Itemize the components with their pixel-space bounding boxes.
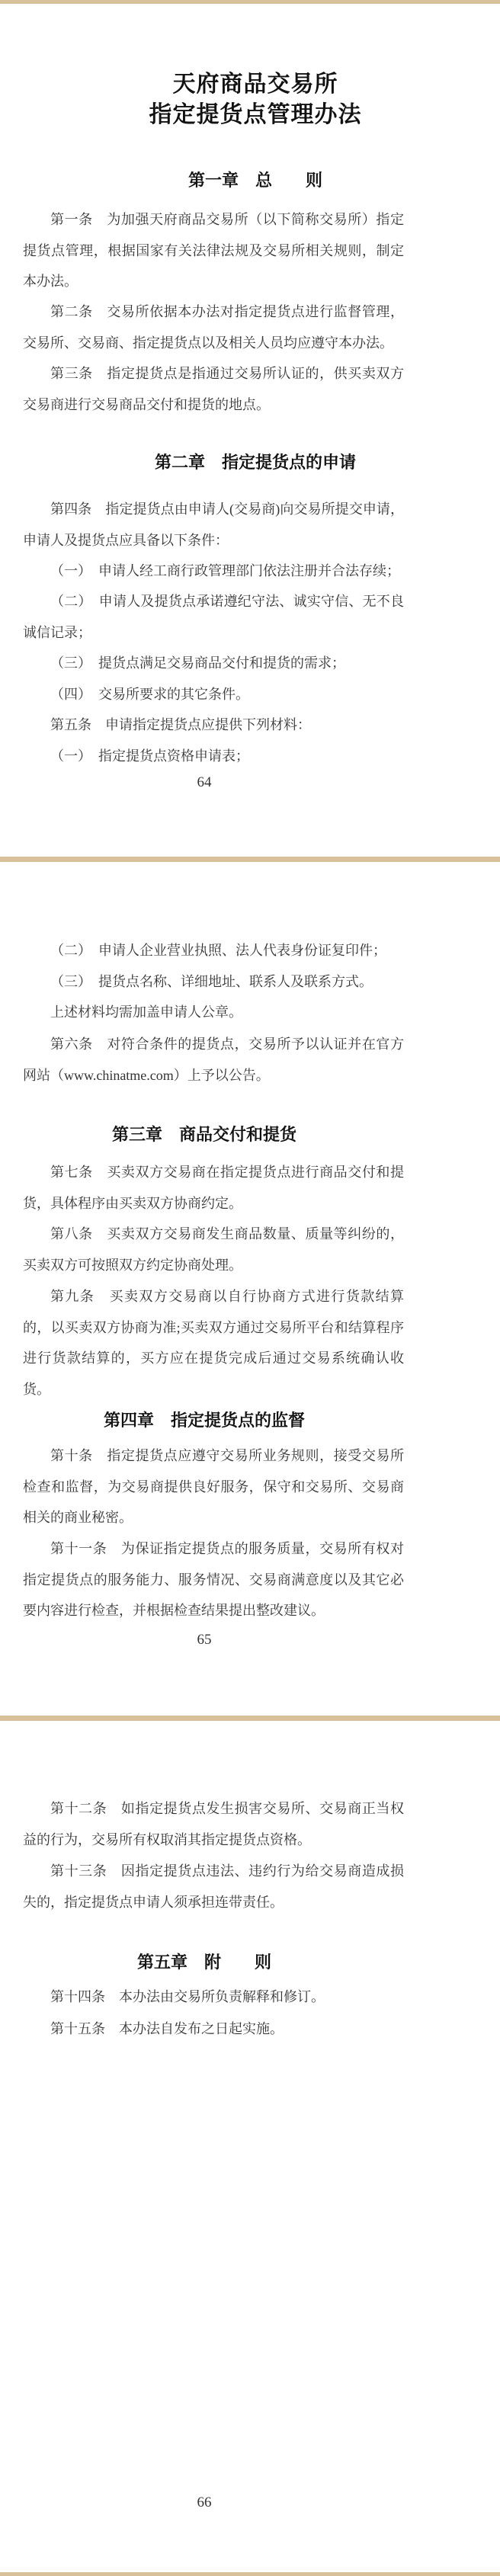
- article-4-item-1: （一） 申请人经工商行政管理部门依法注册并合法存续；: [50, 563, 400, 578]
- article-4-item-2: （二） 申请人及提货点承诺遵纪守法、诚实守信、无不良诚信记录；: [23, 594, 404, 640]
- page-edge-band-top: [0, 0, 500, 4]
- article-10: 第十条 指定提货点应遵守交易所业务规则，接受交易所检查和监督，为交易商提供良好服务，保守和交易所、交易商相关的商业秘密。: [23, 1448, 404, 1525]
- article-2: 第二条 交易所依据本办法对指定提货点进行监督管理，交易所、交易商、指定提货点以及相关人员均应遵守本办法。: [23, 304, 404, 351]
- page-number-65: 65: [197, 1632, 212, 1648]
- article-5-item-1: （一） 指定提货点资格申请表；: [50, 748, 249, 764]
- article-9: 第九条 买卖双方交易商以自行协商方式进行货款结算的，以买卖双方协商为准;买卖双方通过交易所平台和结算程序进行货款结算的，买方应在提货完成后通过交易系统确认收货。: [23, 1289, 404, 1397]
- article-6: 第六条 对符合条件的提货点，交易所予以认证并在官方网站（www.chinatme.com）上予以公告。: [23, 1036, 404, 1083]
- article-11: 第十一条 为保证指定提货点的服务质量，交易所有权对指定提货点的服务能力、服务情况、交易商满意度以及其它必要内容进行检查，并根据检查结果提出整改建议。: [23, 1541, 404, 1618]
- article-14: 第十四条 本办法由交易所负责解释和修订。: [50, 1989, 325, 2004]
- article-13: 第十三条 因指定提货点违法、违约行为给交易商造成损失的，指定提货点申请人须承担连带责任。: [23, 1863, 404, 1910]
- chapter-2-heading: 第二章 指定提货点的申请: [154, 453, 356, 472]
- chapter-1-heading: 第一章 总 则: [188, 171, 322, 190]
- chapter-3-heading: 第三章 商品交付和提货: [111, 1125, 296, 1144]
- document-title-line1: 天府商品交易所: [172, 72, 338, 97]
- page-separator-band-2: [0, 1716, 500, 1721]
- article-7: 第七条 买卖双方交易商在指定提货点进行商品交付和提货，具体程序由买卖双方协商约定。: [23, 1165, 404, 1211]
- article-12: 第十二条 如指定提货点发生损害交易所、交易商正当权益的行为，交易所有权取消其指定提货点资格。: [23, 1801, 404, 1847]
- article-4-item-4: （四） 交易所要求的其它条件。: [50, 687, 249, 702]
- page-number-66: 66: [197, 2494, 212, 2510]
- page-edge-band-bottom: [0, 2572, 500, 2576]
- document-title-line2: 指定提货点管理办法: [149, 102, 362, 127]
- article-5: 第五条 申请指定提货点应提供下列材料：: [50, 717, 311, 732]
- article-4-item-3: （三） 提货点满足交易商品交付和提货的需求；: [50, 655, 345, 671]
- page-number-64: 64: [197, 774, 212, 790]
- article-3: 第三条 指定提货点是指通过交易所认证的，供买卖双方交易商进行交易商品交付和提货的地点。: [23, 366, 404, 412]
- article-4: 第四条 指定提货点由申请人(交易商)向交易所提交申请，申请人及提货点应具备以下条件：: [23, 501, 404, 548]
- article-1: 第一条 为加强天府商品交易所（以下简称交易所）指定提货点管理，根据国家有关法律法规及交易所相关规则，制定本办法。: [23, 212, 404, 289]
- article-5-note: 上述材料均需加盖申请人公章。: [50, 1004, 242, 1020]
- document-title: [0, 69, 500, 130]
- article-15: 第十五条 本办法自发布之日起实施。: [50, 2021, 284, 2036]
- chapter-5-heading: 第五章 附 则: [136, 1953, 271, 1972]
- page-separator-band-1: [0, 857, 500, 862]
- article-5-item-3: （三） 提货点名称、详细地址、联系人及联系方式。: [50, 974, 373, 989]
- chapter-4-heading: 第四章 指定提货点的监督: [103, 1411, 305, 1430]
- article-8: 第八条 买卖双方交易商发生商品数量、质量等纠纷的，买卖双方可按照双方约定协商处理。: [23, 1226, 404, 1273]
- article-5-item-2: （二） 申请人企业营业执照、法人代表身份证复印件；: [50, 943, 386, 958]
